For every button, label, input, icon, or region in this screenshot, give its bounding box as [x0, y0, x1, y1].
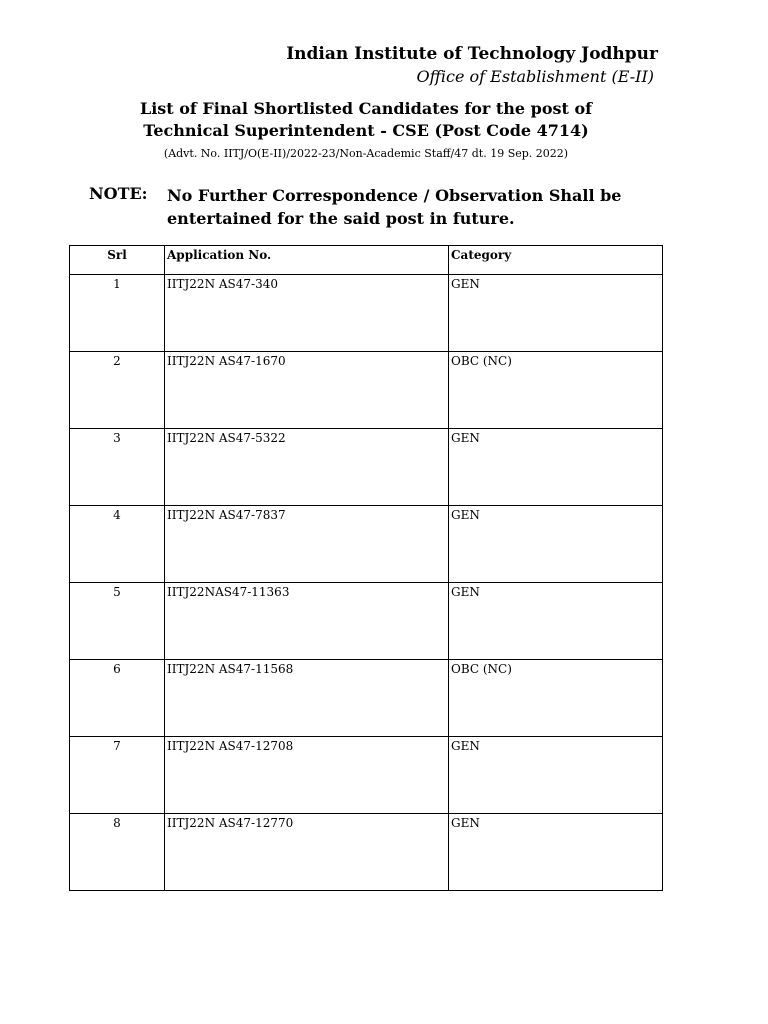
- cell-application-no: IITJ22NAS47-11363: [165, 583, 449, 660]
- document-title-line-1: List of Final Shortlisted Candidates for the post of: [139, 99, 593, 118]
- cell-category: OBC (NC): [449, 660, 663, 737]
- note-label: NOTE:: [89, 184, 148, 203]
- cell-srl: 2: [70, 352, 165, 429]
- cell-srl: 8: [70, 814, 165, 891]
- cell-category: GEN: [449, 737, 663, 814]
- cell-category: GEN: [449, 506, 663, 583]
- table-row: [70, 583, 663, 660]
- cell-srl: 4: [70, 506, 165, 583]
- table-row: [70, 275, 663, 352]
- cell-application-no: IITJ22N AS47-1670: [165, 352, 449, 429]
- cell-category: GEN: [449, 814, 663, 891]
- header-category: Category: [449, 246, 663, 275]
- shortlist-table: [69, 245, 663, 891]
- cell-application-no: IITJ22N AS47-12770: [165, 814, 449, 891]
- cell-srl: 3: [70, 429, 165, 506]
- cell-category: GEN: [449, 583, 663, 660]
- cell-srl: 5: [70, 583, 165, 660]
- note-text: No Further Correspondence / Observation Shall be entertained for the said post in future.: [167, 186, 622, 228]
- table-row: [70, 737, 663, 814]
- table-row: [70, 814, 663, 891]
- office-name: Office of Establishment (E-II): [416, 67, 654, 86]
- table-row: [70, 506, 663, 583]
- table-row: [70, 660, 663, 737]
- header-srl: Srl: [70, 246, 165, 275]
- cell-application-no: IITJ22N AS47-11568: [165, 660, 449, 737]
- cell-category: GEN: [449, 275, 663, 352]
- table-row: [70, 429, 663, 506]
- table-header-row: [70, 246, 663, 275]
- table-row: [70, 352, 663, 429]
- cell-srl: 1: [70, 275, 165, 352]
- cell-category: OBC (NC): [449, 352, 663, 429]
- cell-srl: 6: [70, 660, 165, 737]
- advertisement-reference: (Advt. No. IITJ/O(E-II)/2022-23/Non-Academic Staff/47 dt. 19 Sep. 2022): [163, 147, 569, 160]
- cell-srl: 7: [70, 737, 165, 814]
- header-application-no: Application No.: [165, 246, 449, 275]
- institute-name: Indian Institute of Technology Jodhpur: [286, 44, 658, 64]
- cell-application-no: IITJ22N AS47-340: [165, 275, 449, 352]
- cell-category: GEN: [449, 429, 663, 506]
- cell-application-no: IITJ22N AS47-12708: [165, 737, 449, 814]
- cell-application-no: IITJ22N AS47-5322: [165, 429, 449, 506]
- document-title-line-2: Technical Superintendent - CSE (Post Code 4714): [143, 121, 589, 140]
- cell-application-no: IITJ22N AS47-7837: [165, 506, 449, 583]
